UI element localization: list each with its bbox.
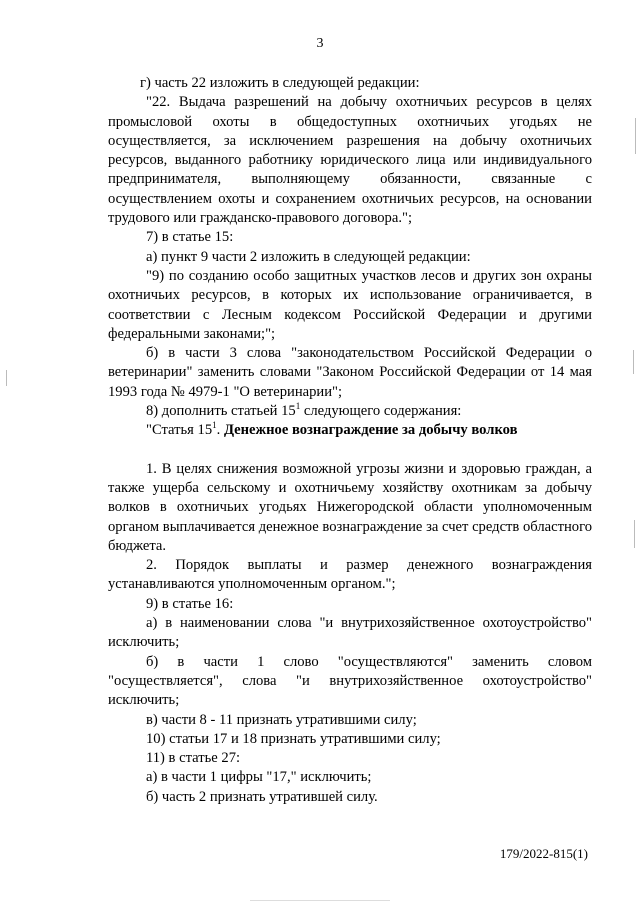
paragraph-part-3-replace: б) в части 3 слова "законодательством Российской Федерации о ветеринарии" заменить словами "Законом Российской Федерации от 14 мая 1993 года № 4979-1 "О ветеринарии"; — [108, 345, 592, 400]
paragraph-item-9-text: "9) по созданию особо защитных участков лесов и других зон охраны охотничьих ресурсов, в которых их использование ограничивается, в соответствии с Лесным кодексом Российской Федерации и другими федеральными законами;"; — [108, 267, 592, 342]
add-article-suffix: следующего содержания: — [300, 403, 462, 420]
scan-artifact — [635, 118, 636, 154]
paragraph-27-part-1: а) в части 1 цифры "17," исключить; — [146, 769, 372, 786]
scan-artifact — [250, 900, 390, 901]
paragraph-article-15: 7) в статье 15: — [146, 229, 234, 246]
article-15-1-heading — [108, 421, 592, 440]
paragraph-27-part-2: б) часть 2 признать утратившей силу. — [146, 788, 378, 805]
document-code: 179/2022-815(1) — [499, 846, 588, 861]
scan-artifact — [634, 520, 635, 548]
paragraph-article-16: 9) в статье 16: — [146, 595, 234, 612]
paragraph-clause-22-text: "22. Выдача разрешений на добычу охотничьих ресурсов в целях промысловой охоты в общедоступных охотничьих угодьях не осуществляется, за исключением разрешения на добычу охотничьих ресурсов, выданного работнику юридического лица или индивидуального предпринимателя, выполняющему обязанности, связанные с осуществлением охоты и сохранением охотничьих ресурсов, на основании трудового или гражданско-правового договора."; — [108, 94, 592, 227]
page-number: 3 — [316, 36, 324, 51]
paragraph-16-parts-8-11: в) части 8 - 11 признать утратившими силу; — [146, 711, 417, 728]
article-separator: . — [216, 422, 224, 439]
article-label: "Статья 15 — [146, 422, 213, 439]
paragraph-wolf-reward-2: 2. Порядок выплаты и размер денежного вознаграждения устанавливаются уполномоченным органом."; — [108, 557, 592, 593]
paragraph-amend-part-22: г) часть 22 изложить в следующей редакции: — [140, 75, 420, 91]
paragraph-article-27: 11) в статье 27: — [146, 750, 241, 767]
paragraph-wolf-reward-1: 1. В целях снижения возможной угрозы жизни и здоровью граждан, а также ущерба сельскому и охотничьему хозяйству охотникам за добычу волков в охотничьих угодьях Нижегородской области уполномоченным органом выплачивается денежное вознаграждение за счет средств областного бюджета. — [108, 460, 592, 554]
article-title: Денежное вознаграждение за добычу волков — [223, 422, 518, 439]
scan-artifact — [6, 370, 7, 386]
article-superscript: 1 — [212, 420, 217, 431]
paragraph-articles-17-18: 10) статьи 17 и 18 признать утратившими силу; — [146, 730, 441, 747]
add-article-text: 8) дополнить статьей 15 — [146, 403, 296, 420]
paragraph-item-9-amend: а) пункт 9 части 2 изложить в следующей редакции: — [146, 248, 471, 265]
superscript-index: 1 — [295, 401, 301, 412]
scan-artifact — [633, 350, 634, 374]
paragraph-16-part-1-replace: б) в части 1 слово "осуществляются" заменить словом "осуществляется", слова "и внутрихозяйственное охотоустройство" исключить; — [108, 653, 592, 709]
paragraph-16-title-exclude: а) в наименовании слова "и внутрихозяйственное охотоустройство" исключить; — [108, 615, 592, 651]
document-body — [108, 74, 592, 807]
paragraph-add-article-15-1 — [108, 402, 592, 421]
